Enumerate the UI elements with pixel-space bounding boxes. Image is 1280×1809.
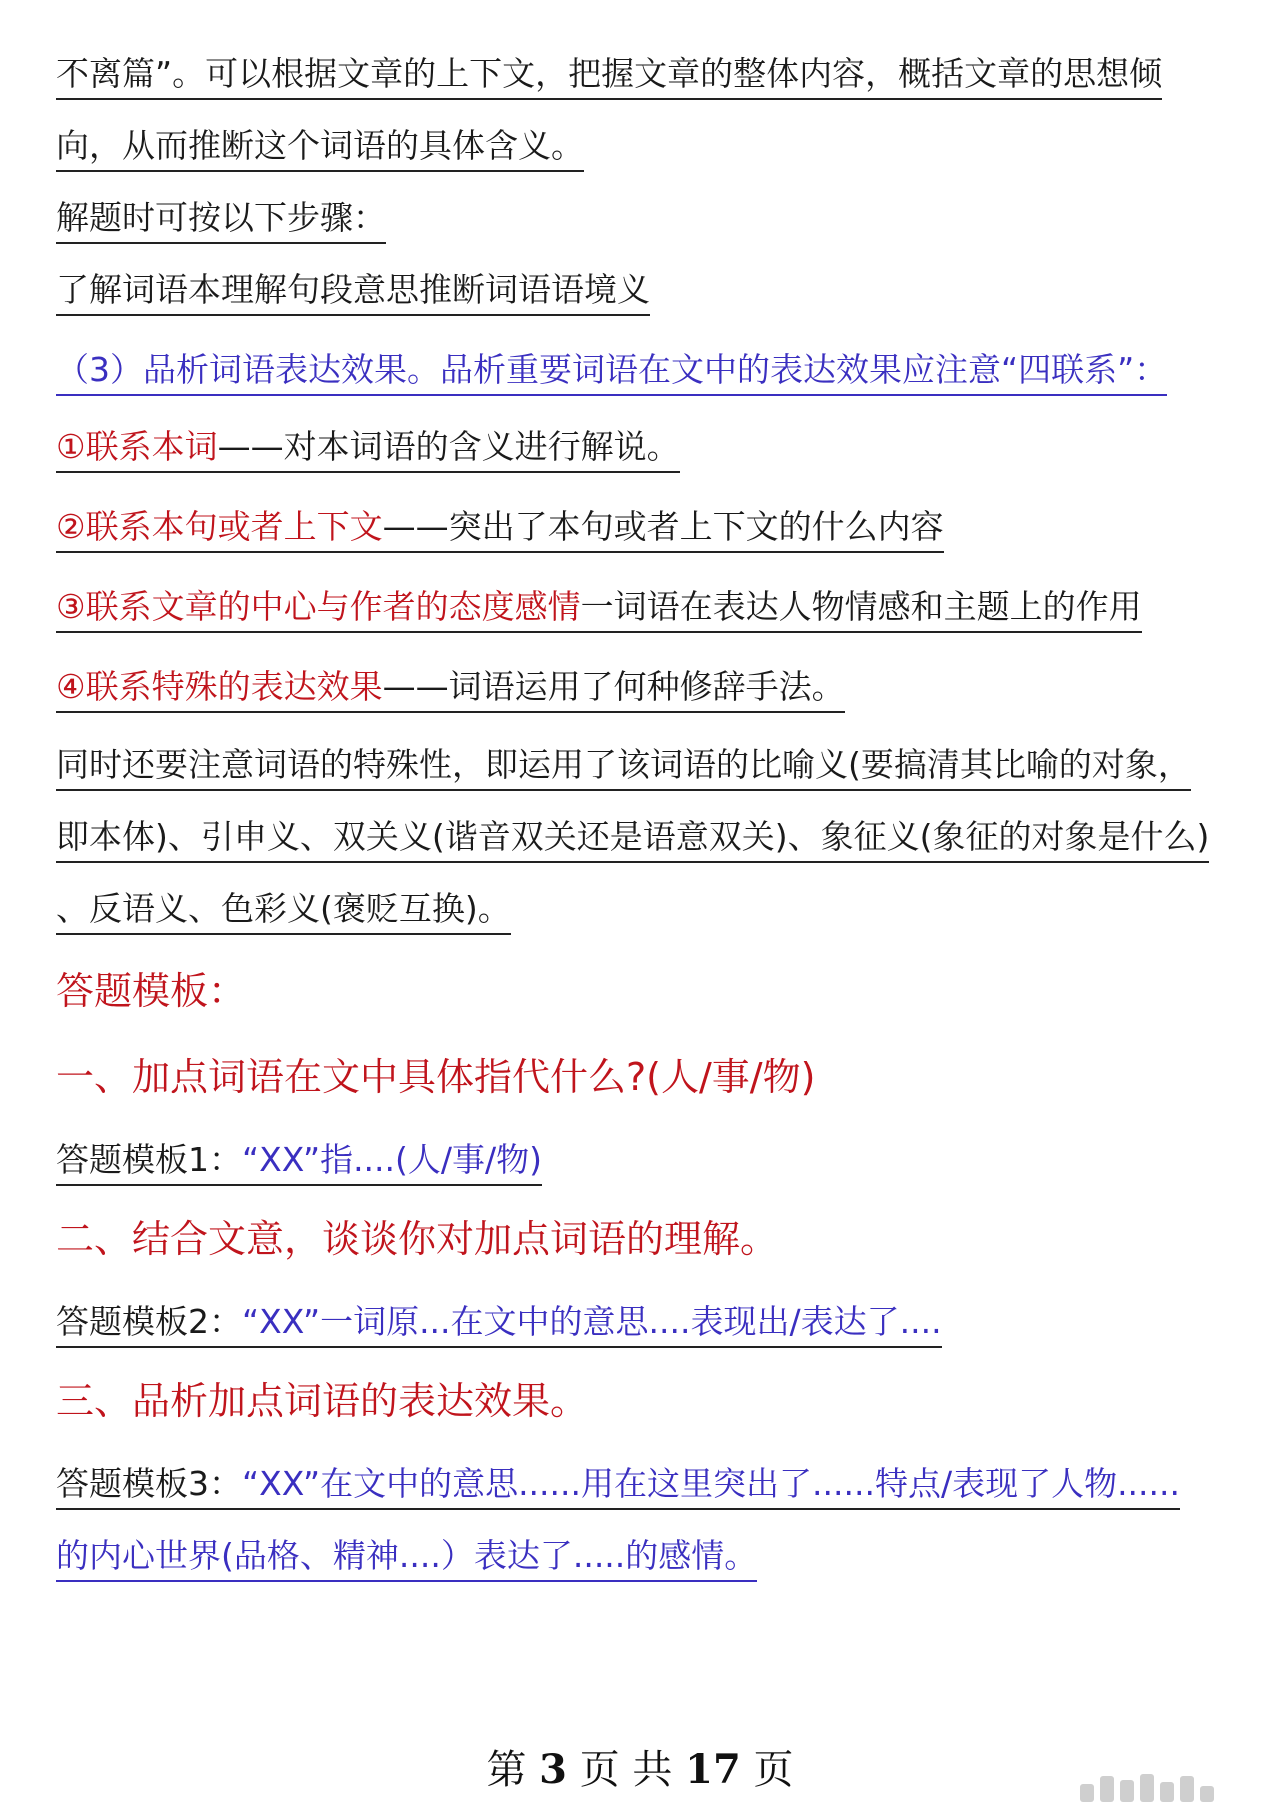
line-text: 不离篇”。可以根据文章的上下文，把握文章的整体内容，概括文章的思想倾 bbox=[56, 54, 1163, 93]
question-text: 一、加点词语在文中具体指代什么?(人/事/物) bbox=[56, 1055, 816, 1099]
line-text: 即本体)、引申义、双关义(谐音双关还是语意双关)、象征义(象征的对象是什么) bbox=[56, 817, 1210, 856]
line-text: 同时还要注意词语的特殊性，即运用了该词语的比喻义(要搞清其比喻的对象， bbox=[56, 745, 1191, 784]
template-label: 答题模板2： bbox=[56, 1302, 242, 1341]
section-title-3 bbox=[56, 348, 1167, 396]
question-text: 三、品析加点词语的表达效果。 bbox=[56, 1379, 589, 1423]
text-line bbox=[56, 124, 584, 172]
connection-desc: 一词语在表达人物情感和主题上的作用 bbox=[580, 587, 1142, 626]
question-text: 二、结合文意，谈谈你对加点词语的理解。 bbox=[56, 1217, 779, 1261]
watermark-icon bbox=[1080, 1772, 1260, 1802]
connection-label: ④联系特殊的表达效果 bbox=[56, 667, 383, 706]
template-label: 答题模板3： bbox=[56, 1464, 242, 1503]
text-line bbox=[56, 887, 511, 935]
connection-desc: ——词语运用了何种修辞手法。 bbox=[382, 667, 845, 706]
line-text: 向，从而推断这个词语的具体含义。 bbox=[56, 126, 584, 165]
template-3 bbox=[56, 1462, 1180, 1510]
connection-label: ③联系文章的中心与作者的态度感情 bbox=[56, 587, 581, 626]
line-text: 了解词语本理解句段意思推断词语语境义 bbox=[56, 270, 650, 309]
templates-heading bbox=[56, 966, 246, 1016]
connection-item-2 bbox=[56, 505, 944, 553]
connection-label: ②联系本句或者上下文 bbox=[56, 507, 383, 546]
page-number: 3 bbox=[539, 1746, 567, 1793]
line-text: 、反语义、色彩义(褒贬互换)。 bbox=[56, 889, 511, 928]
text-line bbox=[56, 196, 386, 244]
template-3-continued bbox=[56, 1534, 757, 1582]
question-2 bbox=[56, 1214, 778, 1264]
text-line bbox=[56, 815, 1209, 863]
question-3 bbox=[56, 1376, 588, 1426]
footer-middle: 页 共 bbox=[579, 1747, 673, 1793]
connection-desc: ——对本词语的含义进行解说。 bbox=[217, 427, 680, 466]
connection-label: ①联系本词 bbox=[56, 427, 218, 466]
line-text: （3）品析词语表达效果。品析重要词语在文中的表达效果应注意“四联系”： bbox=[56, 350, 1168, 389]
template-1 bbox=[56, 1138, 542, 1186]
text-line bbox=[56, 268, 650, 316]
footer-prefix: 第 bbox=[486, 1747, 527, 1793]
text-line bbox=[56, 743, 1191, 791]
total-pages: 17 bbox=[685, 1746, 741, 1793]
template-text: “XX”在文中的意思......用在这里突出了......特点/表现了人物...... bbox=[242, 1464, 1181, 1503]
heading-text: 答题模板： bbox=[56, 969, 247, 1013]
line-text: 解题时可按以下步骤： bbox=[56, 198, 386, 237]
question-1 bbox=[56, 1052, 815, 1102]
template-label: 答题模板1： bbox=[56, 1140, 242, 1179]
connection-desc: ——突出了本句或者上下文的什么内容 bbox=[382, 507, 944, 546]
template-text: “XX”一词原...在文中的意思....表现出/表达了.... bbox=[242, 1302, 942, 1341]
footer-suffix: 页 bbox=[753, 1747, 794, 1793]
template-text: “XX”指....(人/事/物) bbox=[242, 1140, 543, 1179]
connection-item-4 bbox=[56, 665, 845, 713]
connection-item-1 bbox=[56, 425, 680, 473]
template-text: 的内心世界(品格、精神....）表达了.....的感情。 bbox=[56, 1536, 758, 1575]
template-2 bbox=[56, 1300, 942, 1348]
text-line bbox=[56, 52, 1162, 100]
connection-item-3 bbox=[56, 585, 1142, 633]
